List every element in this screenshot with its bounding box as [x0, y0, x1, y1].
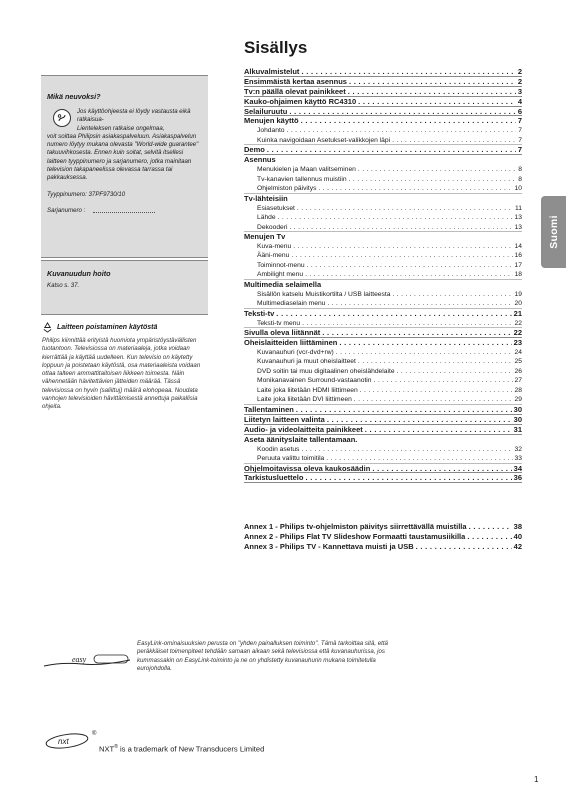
toc-entry-page: 6	[517, 106, 522, 116]
toc-leader-dots	[278, 213, 513, 223]
toc-entry-label: Ohjelmoitavissa oleva kaukosäädin	[244, 463, 371, 473]
toc-leader-dots	[392, 136, 516, 146]
toc-entry-page: 28	[514, 386, 522, 394]
toc-leader-dots	[302, 319, 512, 329]
annex-entry	[244, 532, 522, 542]
toc-entry	[244, 454, 522, 464]
toc-entry-label: Kuvanauhuri (vcr-dvd+rw)	[257, 348, 334, 356]
toc-entry-page: 33	[514, 455, 522, 463]
annex-entry-label: Annex 1 - Philips tv-ohjelmiston päivitys siirrettävällä muistilla	[244, 522, 467, 531]
toc-entry-page: 22	[513, 328, 522, 338]
toc-leader-dots	[339, 338, 511, 348]
toc-entry-page: 24	[514, 348, 522, 356]
toc-leader-dots	[301, 116, 516, 126]
help-heading: Mikä neuvoksi?	[47, 92, 101, 101]
toc-entry	[244, 242, 522, 252]
toc-leader-dots	[322, 328, 511, 338]
disposal-heading: Laitteen poistaminen käytöstä	[57, 324, 158, 331]
toc-leader-dots	[327, 299, 512, 309]
toc-leader-dots	[289, 223, 512, 233]
toc-leader-dots	[276, 309, 511, 319]
toc-entry	[244, 165, 522, 175]
toc-leader-dots	[416, 542, 512, 552]
toc-entry-page: 8	[518, 175, 522, 183]
disposal-text: Philips kiinnittää erityistä huomiota ympäristöystävällisten tuotantoon. Televisiossa on materiaaleja, jotka voidaan kierrättää ja käyttää uudelleen. Kun televisio on käytetty loppuun ja poistetaan käytöstä, osa materiaaleista voidaan ottaa talteen ammattitaitoisen liikkeen toimesta. Näin vähennetään hävitettävien jätteiden määrää. Tässä televisiossa on hyvin (saliittuj) määrä elohopeaa. Noudata vanhojen televisioiden hävittämisestä annettuja paikallisia ohjeita.	[42, 337, 201, 411]
toc-entry	[244, 175, 522, 185]
toc-entry-page: 3	[517, 86, 522, 96]
toc-entry	[244, 290, 522, 300]
svg-text:nxt: nxt	[58, 737, 69, 746]
toc-leader-dots	[469, 522, 512, 532]
toc-leader-dots	[374, 376, 513, 386]
help-serial-label: Sarjanumero :	[47, 206, 86, 214]
toc-entry-page: 13	[514, 214, 522, 222]
toc-entry-page: 2	[517, 67, 522, 76]
nxt-name: NXT	[99, 744, 115, 754]
toc-leader-dots	[358, 97, 516, 107]
toc-entry-page: 29	[514, 396, 522, 404]
toc-leader-dots	[358, 165, 516, 175]
toc-leader-dots	[365, 425, 512, 435]
toc-entry-label: Oheislaitteiden liittäminen	[244, 338, 338, 348]
toc-entry-label: Sivulla oleva liitännät	[244, 328, 321, 338]
toc-entry-label: Tallentaminen	[244, 404, 294, 414]
toc-entry-page: 7	[517, 116, 522, 126]
toc-entry	[244, 116, 522, 126]
toc-entry	[244, 213, 522, 223]
toc-entry-label: Selailuruutu	[244, 106, 288, 116]
annex-entry-label: Annex 3 - Philips TV - Kannettava muisti ja USB	[244, 542, 414, 551]
toc-leader-dots	[307, 261, 513, 271]
toc-entry-label: Laite joka liitetään DVI liittimeen	[257, 396, 352, 404]
toc-entry	[244, 473, 522, 483]
toc-entry-label: Ohjelmiston päivitys	[257, 185, 317, 193]
toc-entry	[244, 155, 522, 165]
toc-leader-dots	[360, 386, 513, 396]
annex-entry	[244, 522, 522, 532]
toc-leader-dots	[358, 357, 513, 367]
toc-entry-page: 30	[513, 404, 522, 414]
toc-entry-label: Sisällön katselu Muistikortilta / USB laitteesta	[257, 290, 391, 298]
disposal-heading-row	[42, 322, 207, 333]
toc-entry-page: 13	[514, 223, 522, 231]
toc-leader-dots	[267, 145, 516, 155]
toc-leader-dots	[291, 251, 512, 261]
toc-entry	[244, 328, 522, 338]
toc-leader-dots	[372, 464, 511, 474]
help-serial-number	[47, 207, 203, 214]
page-title: Sisällys	[244, 38, 308, 57]
toc-leader-dots	[336, 348, 513, 358]
toc-entry-page: 31	[513, 424, 522, 434]
page-number: 1	[534, 775, 539, 784]
toc-leader-dots	[392, 290, 512, 300]
toc-entry	[244, 77, 522, 87]
annex-entry-page: 42	[513, 542, 522, 551]
toc-entry-label: Ambilight menu	[257, 271, 304, 279]
toc-leader-dots	[354, 395, 513, 405]
toc-entry-page: 14	[514, 242, 522, 250]
nxt-registered-mark: ®	[92, 731, 97, 737]
toc-entry-label: Tv-kanavien tallennus muistiin	[257, 175, 347, 183]
toc-entry-page: 4	[517, 96, 522, 106]
toc-entry-label: Teksti-tv menu	[257, 319, 301, 327]
toc-entry	[244, 376, 522, 386]
toc-entry-label: Tarkistusluettelo	[244, 473, 304, 483]
toc-entry-page: 7	[518, 136, 522, 144]
toc-entry-label: Tv-lähteisiin	[244, 193, 288, 203]
toc-entry-page: 30	[513, 414, 522, 424]
toc-entry	[244, 425, 522, 435]
toc-entry-page: 22	[514, 319, 522, 327]
toc-entry-label: Johdanto	[257, 127, 285, 135]
toc-entry	[244, 251, 522, 261]
toc-entry-label: Peruuta valittu toimitila	[257, 455, 325, 463]
toc-entry-label: Esiasetukset	[257, 204, 295, 212]
annex-entry-page: 40	[513, 532, 522, 541]
toc-entry-label: Liitetyn laitteen valinta	[244, 414, 325, 424]
toc-entry-page: 21	[513, 308, 522, 318]
language-side-tab	[541, 196, 566, 268]
toc-entry-label: Koodin asetus	[257, 445, 300, 453]
help-type-number: Tyyppinumero: 37PF9730/10	[47, 190, 126, 198]
picture-care-box	[41, 260, 208, 315]
toc-entry	[244, 97, 522, 107]
toc-entry-page: 7	[517, 145, 522, 155]
toc-entry-label: Dekooderi	[257, 223, 288, 231]
toc-leader-dots	[326, 454, 512, 464]
toc-entry-label: Ääni-menu	[257, 252, 290, 260]
toc-leader-dots	[296, 405, 512, 415]
annex-entry-page: 38	[513, 522, 522, 531]
help-text-body: voit soittaa Philipsin asiakaspalveluun. Asiakaspalvelun numero löytyy mukana olevasta "World-wide guarantee" takuuvihkosesta. Ennen kuin soitat, selvitä itsellesi laitteen tyyppinumero ja sarjanumero, jotka mainitaan television takapaneelissa olevassa tarrassa tai pakkauksessa.	[47, 132, 199, 182]
toc-entry	[244, 395, 522, 405]
toc-entry-page: 11	[515, 204, 522, 212]
nxt-logo-icon	[44, 733, 90, 749]
toc-leader-dots	[397, 367, 513, 377]
toc-entry-page: 32	[514, 445, 522, 453]
toc-entry	[244, 357, 522, 367]
annex-entry	[244, 542, 522, 552]
toc-entry	[244, 445, 522, 455]
toc-entry-label: Lähde	[257, 214, 276, 222]
table-of-contents	[244, 67, 522, 483]
toc-entry	[244, 348, 522, 358]
toc-entry	[244, 386, 522, 396]
toc-entry	[244, 309, 522, 319]
toc-entry	[244, 204, 522, 214]
disposal-section	[42, 322, 207, 412]
toc-leader-dots	[301, 445, 512, 455]
toc-entry	[244, 464, 522, 474]
toc-entry-label: Kuinka navigoidaan Asetukset-valikkojen läpi	[257, 136, 391, 144]
toc-entry	[244, 107, 522, 117]
toc-entry-page: 7	[518, 127, 522, 135]
toc-entry-label: Kuvanauhuri ja muut oheislaitteet	[257, 358, 356, 366]
toc-leader-dots	[327, 415, 512, 425]
help-book-icon	[53, 109, 71, 127]
toc-entry	[244, 184, 522, 194]
toc-leader-dots	[293, 242, 512, 252]
toc-entry	[244, 194, 522, 204]
toc-entry-label: Multimedia selaimella	[244, 279, 322, 289]
toc-entry-label: DVD soitin tai muu digitaalinen oheislähdelaite	[257, 367, 395, 375]
toc-entry-label: Aseta äänityslaite tallentamaan.	[244, 434, 358, 444]
toc-entry	[244, 367, 522, 377]
toc-entry-label: Teksti-tv	[244, 308, 275, 318]
toc-entry-page: 2	[517, 76, 522, 86]
help-serial-dots	[93, 207, 155, 213]
toc-entry	[244, 261, 522, 271]
toc-entry	[244, 338, 522, 348]
toc-entry-page: 16	[514, 252, 522, 260]
toc-entry-label: Demo	[244, 145, 265, 155]
toc-entry-label: Tv:n päällä olevat painikkeet	[244, 86, 346, 96]
help-box	[41, 75, 208, 258]
language-side-tab-label: Suomi	[547, 215, 560, 249]
toc-entry-page: 25	[514, 358, 522, 366]
toc-entry-page: 34	[513, 463, 522, 473]
toc-entry	[244, 87, 522, 97]
toc-entry-label: Toiminnot-menu	[257, 261, 305, 269]
toc-entry-page: 36	[513, 473, 522, 483]
toc-leader-dots	[287, 126, 517, 136]
toc-entry	[244, 67, 522, 77]
toc-entry	[244, 280, 522, 290]
toc-entry-page: 19	[514, 290, 522, 298]
toc-entry	[244, 145, 522, 155]
toc-entry	[244, 270, 522, 280]
toc-entry-page: 10	[514, 185, 522, 193]
toc-entry-label: Audio- ja videolaitteita painikkeet	[244, 424, 363, 434]
toc-entry	[244, 223, 522, 233]
toc-entry-page: 8	[518, 166, 522, 174]
easylink-logo-icon	[42, 650, 132, 674]
toc-entry	[244, 232, 522, 242]
toc-leader-dots	[305, 270, 512, 280]
toc-entry-page: 17	[514, 261, 522, 269]
toc-entry	[244, 299, 522, 309]
toc-entry-label: Menukielen ja Maan valitseminen	[257, 166, 356, 174]
toc-entry-label: Menujen Tv	[244, 232, 286, 242]
toc-entry-label: Laite joka liitetään HDMI liittimeen	[257, 386, 358, 394]
annex-entry-label: Annex 2 - Philips Flat TV Slideshow Formaatti taustamusiikilla	[244, 532, 466, 541]
nxt-trademark-text	[99, 744, 264, 754]
toc-entry	[244, 136, 522, 146]
toc-entry-label: Monikanavainen Surround-vastaanotin	[257, 377, 372, 385]
toc-entry	[244, 126, 522, 136]
svg-text:easy: easy	[72, 655, 87, 664]
help-text-first: Jos käyttöohjeesta ei löydy vastausta eikä ratkaisua-	[77, 108, 191, 124]
toc-leader-dots	[349, 175, 517, 185]
toc-entry-label: Asennus	[244, 155, 276, 165]
toc-entry-label: Ensimmäistä kertaa asennus	[244, 76, 347, 86]
toc-entry-label: Alkuvalmistelut	[244, 67, 300, 76]
toc-entry-page: 20	[514, 300, 522, 308]
recycle-icon	[42, 322, 53, 333]
toc-leader-dots	[301, 67, 515, 77]
toc-entry-page: 27	[514, 377, 522, 385]
toc-leader-dots	[467, 532, 511, 542]
nxt-trademark-rest: is a trademark of New Transducers Limited	[117, 744, 265, 754]
toc-entry-label: Menujen käyttö	[244, 116, 299, 126]
picture-care-text: Katso s. 37.	[47, 282, 80, 289]
annex-list	[244, 522, 522, 552]
toc-leader-dots	[289, 107, 515, 117]
toc-entry-page: 23	[513, 338, 522, 348]
toc-leader-dots	[305, 473, 511, 483]
toc-entry-label: Multimediaselain menu	[257, 300, 326, 308]
toc-leader-dots	[349, 77, 516, 87]
toc-entry	[244, 435, 522, 445]
toc-leader-dots	[297, 204, 513, 214]
toc-entry-page: 18	[514, 271, 522, 279]
toc-entry-page: 26	[514, 367, 522, 375]
picture-care-heading: Kuvanuudun hoito	[47, 269, 111, 278]
toc-entry-label: Kuva-menu	[257, 242, 292, 250]
toc-leader-dots	[318, 184, 512, 194]
easylink-text: EasyLink-ominaisuuksien perusta on "yhden painalluksen toiminto". Tämä tarkoittaa sitä, että peräkkäiset toimenpiteet tehdään samaan aikaan sekä televisiossa että kuvanauhurissa, jos kummassakin on EasyLink-toiminto ja ne on yhdistetty kuvanauhurin mukana toimitetulla eurojohdolla.	[137, 640, 388, 673]
toc-entry	[244, 319, 522, 329]
toc-entry	[244, 415, 522, 425]
toc-leader-dots	[348, 87, 516, 97]
toc-entry-label: Kauko-ohjaimen käyttö RC4310	[244, 96, 357, 106]
nxt-registered-sup: ®	[114, 744, 118, 750]
help-text-second: Lienteleksen ratkaise ongelmaa,	[77, 124, 165, 132]
toc-entry	[244, 405, 522, 415]
